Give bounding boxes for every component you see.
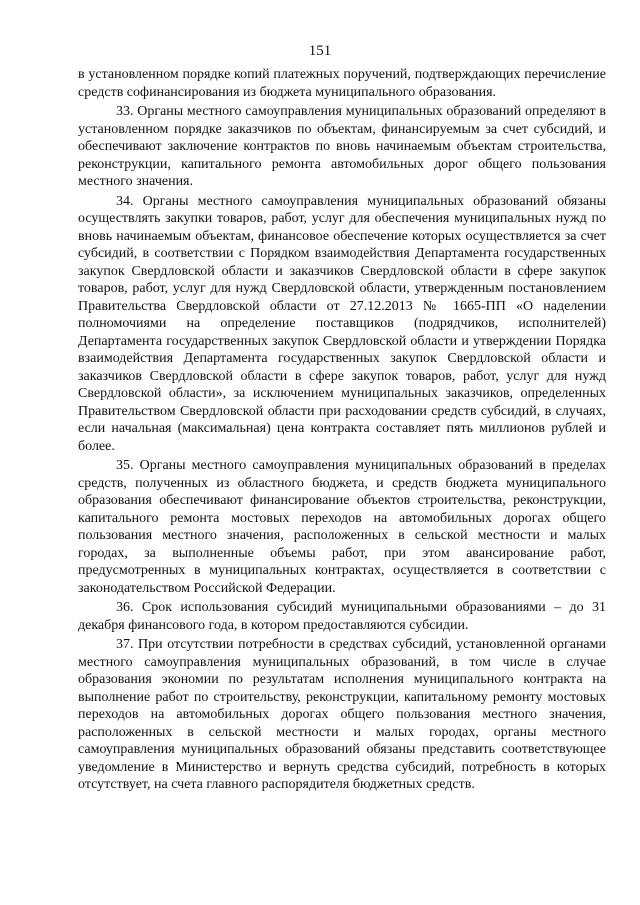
paragraph-continuation: в установленном порядке копий платежных поручений, подтверждающих перечисление средств софинансирования из бюджета муниципального образования. — [78, 67, 606, 100]
paragraph-33: 33. Органы местного самоуправления муниципальных образований определяют в установленном порядке заказчиков по объектам, финансируемым за счет субсидий, и обеспечивают заключение контрактов по вновь начинаемым объектам строительства, реконструкции, капитального ремонта автомобильных дорог общего пользования местного значения. — [78, 104, 606, 189]
paragraph-37: 37. При отсутствии потребности в средствах субсидий, установленной органами местного самоуправления муниципальных образований, в том числе в случае образования экономии по результатам исполнения муниципального контракта на выполнение работ по строительству, реконструкции, капитальному ремонту мостовых переходов на автомобильных дорогах общего пользования местного значения, расположенных в сельской местности и малых городах, органы местного самоуправления муниципальных образований обязаны представить соответствующее уведомление в Министерство и вернуть средства субсидий, потребность в которых отсутствует, на счета главного распорядителя бюджетных средств. — [78, 637, 606, 792]
page-number: 151 — [308, 43, 332, 59]
paragraph-34: 34. Органы местного самоуправления муниципальных образований обязаны осуществлять закупки товаров, работ, услуг для обеспечения муниципальных нужд по вновь начинаемым объектам, финансовое обеспечение которых осуществляется за счет субсидий, в соответствии с Порядком взаимодействия Департамента государственных закупок Свердловской области и заказчиков Свердловской области в сфере закупок товаров, работ, услуг для нужд Свердловской области, утвержденным постановлением Правительства Свердловской области от 27.12.2013 № 1665-ПП «О наделении полномочиями на определение поставщиков (подрядчиков, исполнителей) Департамента государственных закупок Свердловской области и утверждении Порядка взаимодействия Департамента государственных закупок Свердловской области и заказчиков Свердловской области в сфере закупок товаров, работ, услуг для нужд Свердловской области», за исключением муниципальных заказчиков, определенных Правительством Свердловской области при расходовании средств субсидий, в случаях, если начальная (максимальная) цена контракта составляет пять миллионов рублей и более. — [78, 193, 606, 454]
paragraph-35: 35. Органы местного самоуправления муниципальных образований в пределах средств, полученных из областного бюджета, и средств бюджета муниципального образования обеспечивают финансирование объектов строительства, реконструкции, капитального ремонта мостовых переходов на автомобильных дорогах общего пользования местного значения, расположенных в сельской местности и малых городах, за выполненные объемы работ, при этом авансирование работ, предусмотренных в муниципальных контрактах, осуществляется в соответствии с законодательством Российской Федерации. — [78, 458, 606, 596]
document-body — [78, 66, 606, 796]
paragraph-36: 36. Срок использования субсидий муниципальными образованиями – до 31 декабря финансового года, в котором предоставляются субсидии. — [78, 600, 606, 633]
